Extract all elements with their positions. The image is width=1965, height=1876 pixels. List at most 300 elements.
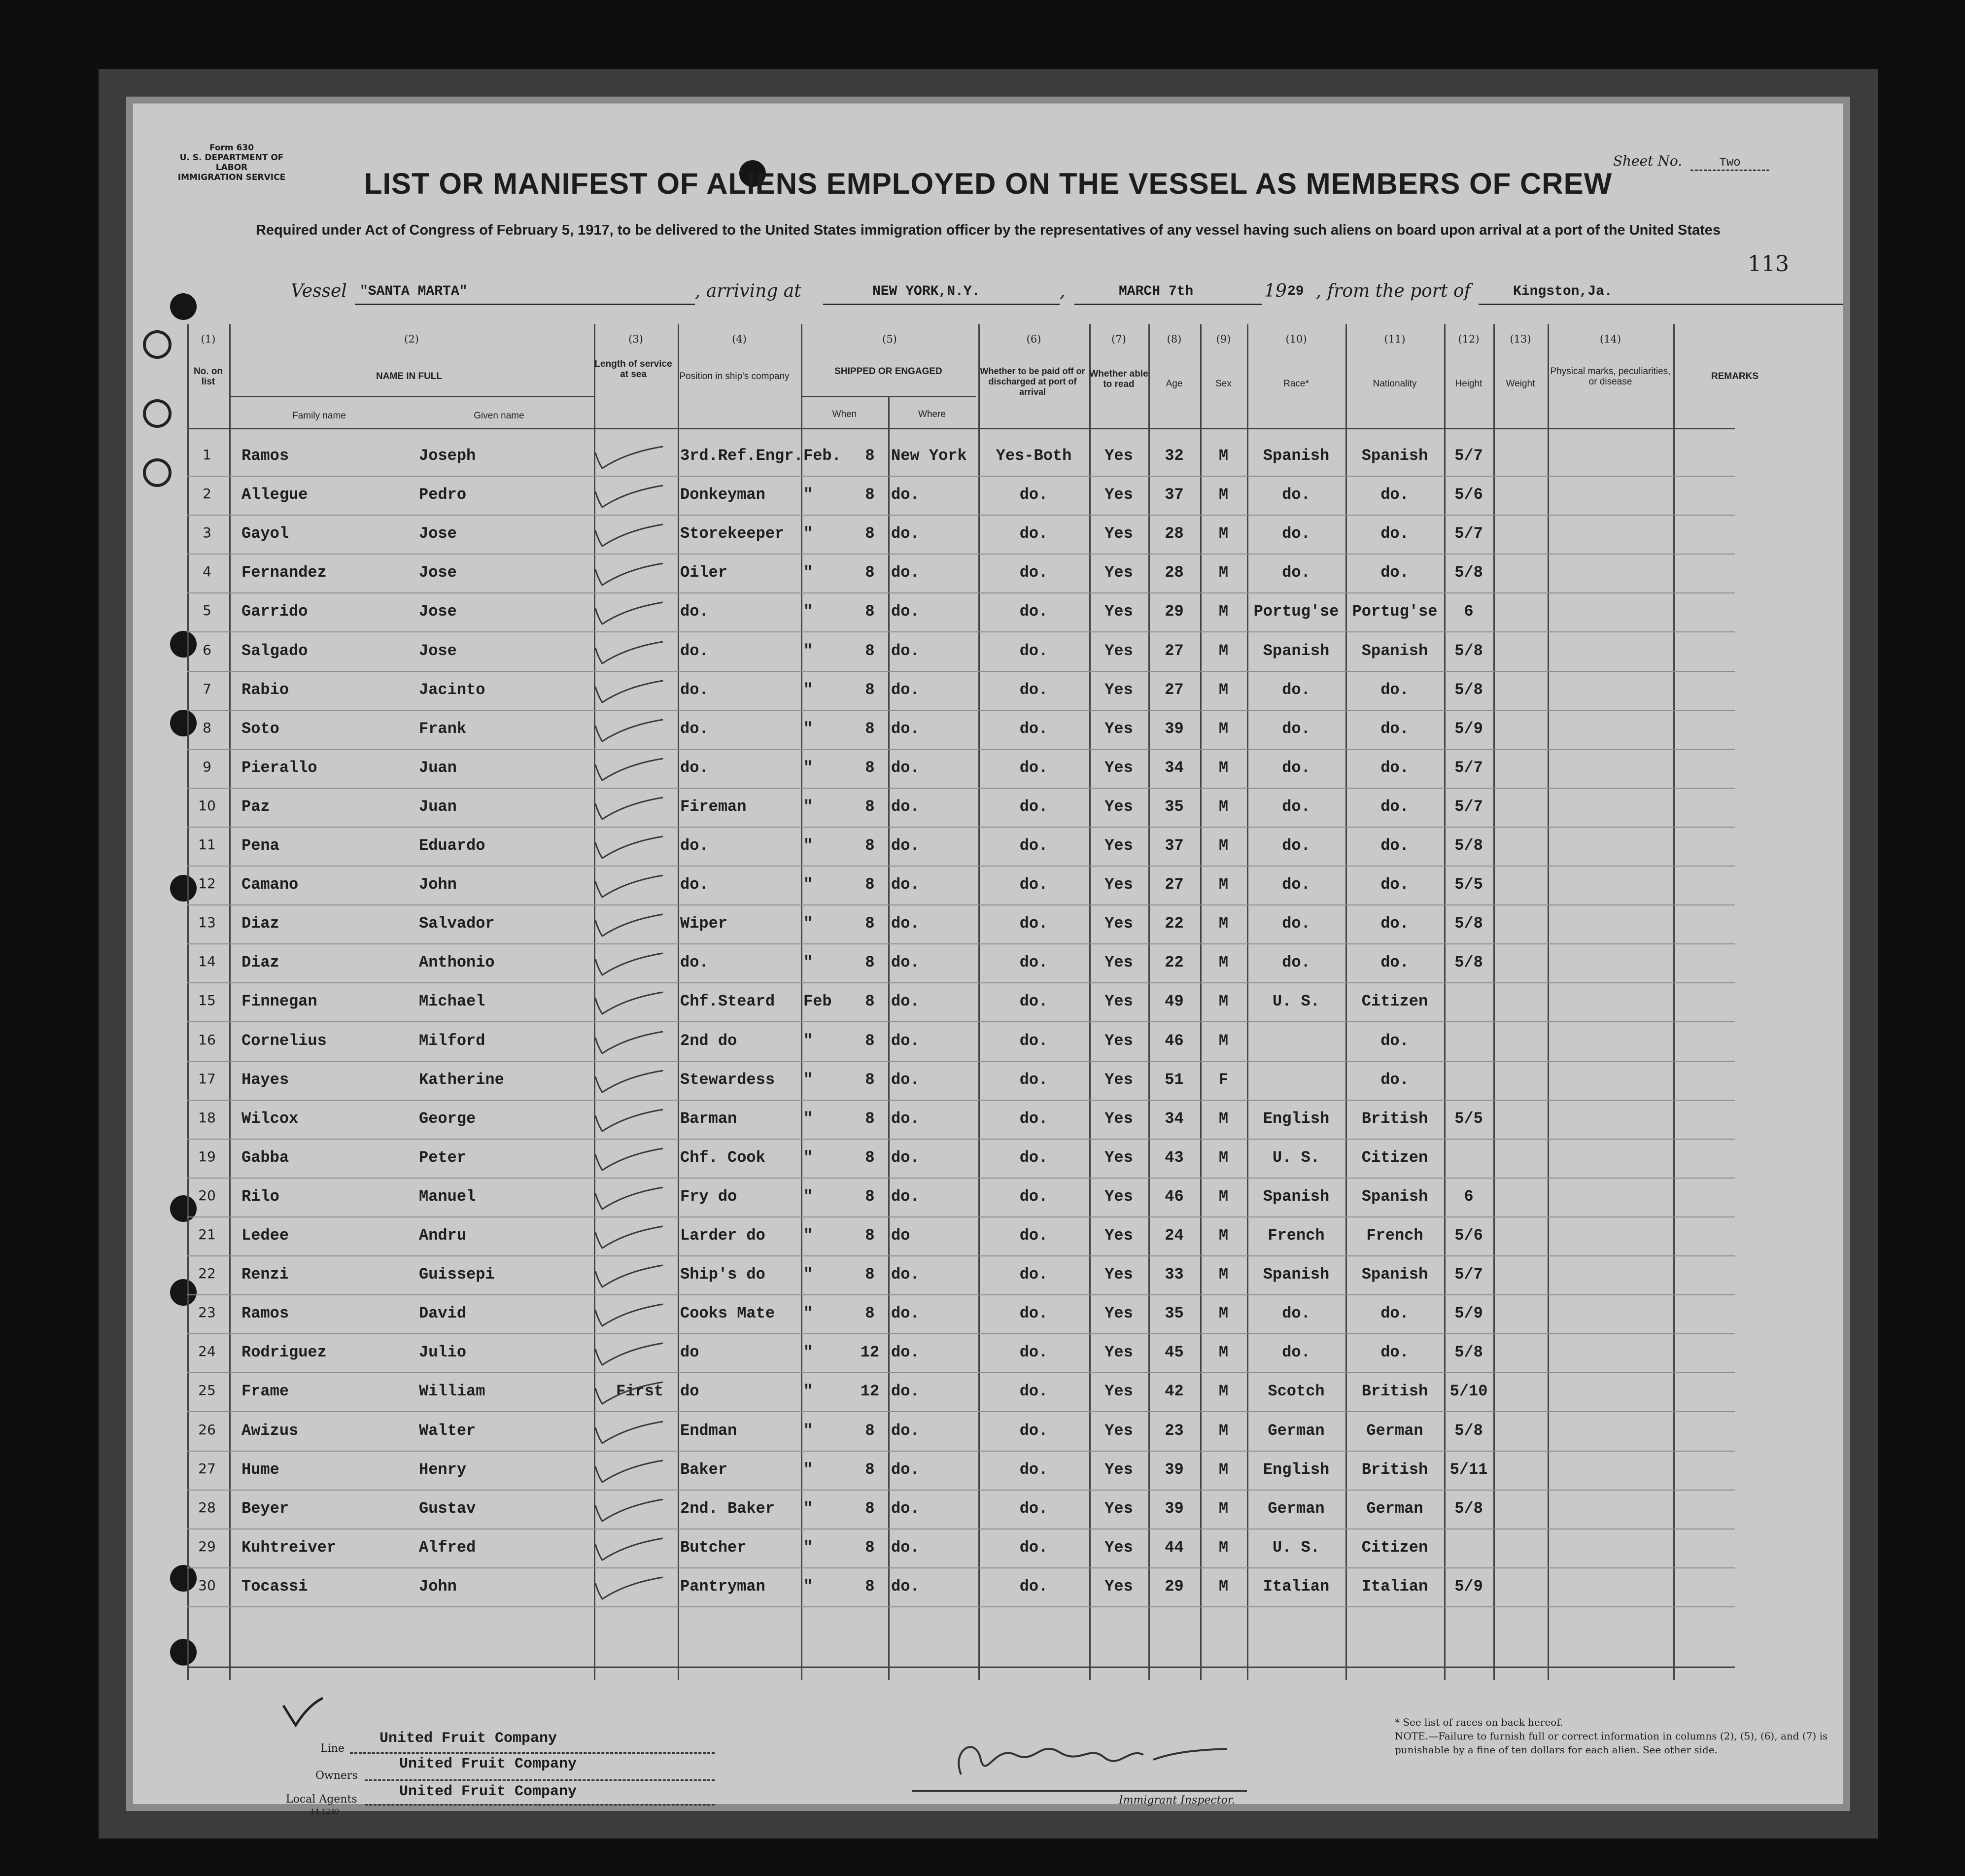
row-number: 15: [198, 992, 216, 1009]
column-number: (13): [1510, 333, 1531, 345]
height: 5/7: [1454, 1265, 1483, 1284]
column-number: (5): [882, 333, 897, 345]
given-name: Julio: [419, 1343, 467, 1362]
family-name: Hayes: [241, 1070, 289, 1089]
shipped-month: ": [803, 836, 813, 855]
row-number: 17: [198, 1070, 216, 1087]
age: 22: [1165, 914, 1184, 933]
column-number: (2): [404, 333, 419, 345]
shipped-where: do.: [891, 1187, 920, 1206]
column-number: (1): [201, 333, 216, 345]
column-number: (7): [1111, 333, 1126, 345]
race: German: [1268, 1421, 1325, 1440]
row-number: 28: [198, 1499, 216, 1516]
row-number: 22: [198, 1265, 216, 1282]
family-name: Gayol: [241, 524, 289, 543]
paid-off: do.: [1019, 524, 1048, 543]
shipped-month: ": [803, 953, 813, 972]
sex: M: [1218, 1343, 1229, 1362]
position: Endman: [680, 1421, 737, 1440]
race-footnote: * See list of races on back hereof.: [1395, 1716, 1563, 1728]
shipped-where: do.: [891, 797, 920, 816]
sex: M: [1218, 797, 1229, 816]
row-number: 27: [198, 1460, 216, 1477]
given-name: Katherine: [419, 1070, 504, 1089]
nationality: Citizen: [1361, 1538, 1428, 1557]
sex: M: [1218, 1382, 1229, 1401]
length-of-service: First: [616, 1382, 664, 1401]
able-to-read: Yes: [1104, 1031, 1133, 1050]
page-title: LIST OR MANIFEST OF ALIENS EMPLOYED ON THE VESSEL AS MEMBERS OF CREW: [364, 167, 1613, 200]
header-length-of-service: Length of service at sea: [594, 359, 672, 380]
position: do: [680, 1382, 699, 1401]
height: 5/8: [1454, 641, 1483, 660]
row-number: 5: [203, 602, 211, 619]
inspector-label: Immigrant Inspector.: [1119, 1794, 1235, 1807]
header-remarks: REMARKS: [1711, 371, 1759, 382]
height: 5/8: [1454, 680, 1483, 699]
checkmark-icon: [591, 716, 665, 745]
shipped-month: ": [803, 1070, 813, 1089]
row-number: 24: [198, 1343, 216, 1360]
header-sex: Sex: [1215, 379, 1232, 389]
able-to-read: Yes: [1104, 602, 1133, 621]
paid-off: do.: [1019, 914, 1048, 933]
height: 5/9: [1454, 719, 1483, 738]
checkmark-icon: [591, 1183, 665, 1213]
row-number: 29: [198, 1538, 216, 1555]
shipped-where: New York: [891, 447, 967, 465]
shipped-day: 8: [865, 1109, 875, 1128]
checkmark-icon: [591, 833, 665, 862]
nationality: British: [1361, 1109, 1428, 1128]
nationality: Italian: [1361, 1577, 1428, 1596]
position: do.: [680, 953, 709, 972]
row-number: 10: [198, 797, 216, 814]
shipped-day: 8: [865, 1304, 875, 1323]
position: do.: [680, 641, 709, 660]
checkmark-icon: [591, 521, 665, 550]
checkmark-icon: [591, 482, 665, 511]
given-name: Jose: [419, 641, 457, 660]
shipped-day: 8: [865, 914, 875, 933]
paid-off: do.: [1019, 1109, 1048, 1128]
sex: M: [1218, 1538, 1229, 1557]
checkmark-icon: [591, 1457, 665, 1486]
shipped-day: 8: [865, 1538, 875, 1557]
binder-ring: [143, 399, 172, 428]
column-number: (6): [1026, 333, 1041, 345]
given-name: Milford: [419, 1031, 485, 1050]
shipped-month: ": [803, 1460, 813, 1479]
family-name: Gabba: [241, 1148, 289, 1167]
family-name: Diaz: [241, 914, 279, 933]
row-number: 1: [203, 447, 211, 463]
family-name: Wilcox: [241, 1109, 299, 1128]
height: 5/11: [1449, 1460, 1488, 1479]
age: 46: [1165, 1031, 1184, 1050]
shipped-day: 8: [865, 1265, 875, 1284]
age: 23: [1165, 1421, 1184, 1440]
paid-off: do.: [1019, 680, 1048, 699]
table-row: [187, 1101, 1735, 1139]
table-row: [187, 789, 1735, 827]
sex: F: [1218, 1070, 1229, 1089]
shipped-month: ": [803, 524, 813, 543]
position: Barman: [680, 1109, 737, 1128]
checkmark-icon: [591, 988, 665, 1018]
sex: M: [1218, 914, 1229, 933]
shipped-where: do.: [891, 758, 920, 777]
position: Cooks Mate: [680, 1304, 775, 1323]
able-to-read: Yes: [1104, 836, 1133, 855]
shipped-where: do.: [891, 1460, 920, 1479]
table-row: [187, 593, 1735, 632]
given-name: Michael: [419, 992, 485, 1011]
shipped-where: do.: [891, 486, 920, 504]
given-name: Joseph: [419, 447, 476, 465]
shipped-month: ": [803, 1382, 813, 1401]
able-to-read: Yes: [1104, 447, 1133, 465]
shipped-where: do.: [891, 719, 920, 738]
row-number: 11: [198, 836, 216, 853]
race: do.: [1282, 914, 1310, 933]
nationality: British: [1361, 1460, 1428, 1479]
able-to-read: Yes: [1104, 1421, 1133, 1440]
shipped-where: do.: [891, 1343, 920, 1362]
checkmark-icon: [591, 1067, 665, 1096]
paid-off: do.: [1019, 1421, 1048, 1440]
position: do.: [680, 875, 709, 894]
table-row: [187, 983, 1735, 1022]
race: do.: [1282, 524, 1310, 543]
sex: M: [1218, 719, 1229, 738]
checkmark-icon: [591, 1222, 665, 1252]
sex: M: [1218, 486, 1229, 504]
header-race: Race*: [1283, 379, 1309, 389]
header-able-to-read: Whether able to read: [1089, 369, 1148, 389]
position: Pantryman: [680, 1577, 765, 1596]
height: 5/8: [1454, 953, 1483, 972]
checkmark-icon: [591, 677, 665, 706]
vessel-line: Vessel "SANTA MARTA" , arriving at NEW YORK,N.Y. , MARCH 7th 19 29 , from the port of Kingston,Ja.: [291, 281, 1843, 311]
arriving-label: , arriving at: [695, 281, 801, 301]
given-name: Salvador: [419, 914, 495, 933]
shipped-where: do.: [891, 1265, 920, 1284]
checkmark-icon: [591, 1378, 665, 1408]
table-row: [187, 1179, 1735, 1217]
height: 5/7: [1454, 524, 1483, 543]
sex: M: [1218, 953, 1229, 972]
nationality: do.: [1380, 486, 1409, 504]
age: 45: [1165, 1343, 1184, 1362]
shipped-day: 8: [865, 1031, 875, 1050]
shipped-where: do.: [891, 914, 920, 933]
given-name: Andru: [419, 1226, 467, 1245]
age: 49: [1165, 992, 1184, 1011]
row-number: 12: [198, 875, 216, 892]
height: 5/7: [1454, 758, 1483, 777]
position: do: [680, 1343, 699, 1362]
given-name: Jose: [419, 524, 457, 543]
nationality: Portug'se: [1352, 602, 1438, 621]
header-height: Height: [1455, 379, 1482, 389]
age: 46: [1165, 1187, 1184, 1206]
family-name: Diaz: [241, 953, 279, 972]
shipped-day: 8: [865, 1070, 875, 1089]
position: do.: [680, 758, 709, 777]
able-to-read: Yes: [1104, 758, 1133, 777]
sex: M: [1218, 1499, 1229, 1518]
arrival-date: MARCH 7th: [1119, 284, 1194, 299]
paid-off: do.: [1019, 1343, 1048, 1362]
given-name: Juan: [419, 758, 457, 777]
table-row: [187, 1295, 1735, 1334]
shipped-day: 8: [865, 797, 875, 816]
family-name: Kuhtreiver: [241, 1538, 337, 1557]
position: Butcher: [680, 1538, 747, 1557]
shipped-where: do.: [891, 1109, 920, 1128]
checkmark-icon: [591, 949, 665, 979]
sex: M: [1218, 563, 1229, 582]
table-row: [187, 750, 1735, 788]
shipped-month: ": [803, 1187, 813, 1206]
checkmark-icon: [591, 1418, 665, 1447]
header-paid-off: Whether to be paid off or discharged at port of arrival: [980, 366, 1085, 397]
shipped-where: do.: [891, 680, 920, 699]
shipped-where: do.: [891, 1070, 920, 1089]
age: 39: [1165, 719, 1184, 738]
arriving-port: NEW YORK,N.Y.: [872, 284, 980, 299]
table-row: [187, 944, 1735, 983]
able-to-read: Yes: [1104, 914, 1133, 933]
arrival-year: 29: [1287, 284, 1304, 299]
given-name: Anthonio: [419, 953, 495, 972]
crew-manifest-table: [187, 324, 1759, 1680]
sex: M: [1218, 875, 1229, 894]
race: Spanish: [1263, 1265, 1330, 1284]
table-row: [187, 1491, 1735, 1529]
header-family-name: Family name: [292, 411, 346, 421]
shipped-day: 8: [865, 447, 875, 465]
age: 28: [1165, 563, 1184, 582]
given-name: Jose: [419, 563, 457, 582]
paid-off: do.: [1019, 1226, 1048, 1245]
row-number: 4: [203, 563, 211, 580]
sex: M: [1218, 1265, 1229, 1284]
paid-off: do.: [1019, 992, 1048, 1011]
age: 24: [1165, 1226, 1184, 1245]
table-row: [187, 438, 1735, 476]
shipped-month: ": [803, 1577, 813, 1596]
nationality: do.: [1380, 875, 1409, 894]
shipped-day: 8: [865, 486, 875, 504]
nationality: Citizen: [1361, 1148, 1428, 1167]
position: Fry do: [680, 1187, 737, 1206]
nationality: do.: [1380, 914, 1409, 933]
nationality: do.: [1380, 1304, 1409, 1323]
race: do.: [1282, 875, 1310, 894]
sex: M: [1218, 1304, 1229, 1323]
line-label: Line: [320, 1742, 345, 1755]
header-shipped-or-engaged: SHIPPED OR ENGAGED: [834, 366, 942, 377]
age: 33: [1165, 1265, 1184, 1284]
able-to-read: Yes: [1104, 1304, 1133, 1323]
position: Wiper: [680, 914, 728, 933]
height: 5/6: [1454, 486, 1483, 504]
height: 5/8: [1454, 836, 1483, 855]
given-name: Henry: [419, 1460, 467, 1479]
column-number: (9): [1216, 333, 1231, 345]
given-name: Frank: [419, 719, 467, 738]
table-row: [187, 1140, 1735, 1178]
shipped-month: ": [803, 1031, 813, 1050]
table-row: [187, 905, 1735, 944]
checkmark-icon: [281, 1696, 325, 1730]
age: 29: [1165, 602, 1184, 621]
table-row: [187, 1217, 1735, 1256]
checkmark-icon: [591, 1106, 665, 1135]
race: U. S.: [1272, 1538, 1320, 1557]
sex: M: [1218, 641, 1229, 660]
race: do.: [1282, 797, 1310, 816]
department-name: U. S. DEPARTMENT OF LABOR: [179, 153, 284, 173]
shipped-day: 8: [865, 953, 875, 972]
from-label: , from the port of: [1316, 281, 1471, 301]
family-name: Allegue: [241, 486, 308, 504]
table-row: [187, 1373, 1735, 1412]
family-name: Ramos: [241, 447, 289, 465]
checkmark-icon: [591, 598, 665, 628]
sex: M: [1218, 1421, 1229, 1440]
family-name: Hume: [241, 1460, 279, 1479]
shipped-month: ": [803, 1421, 813, 1440]
height: 5/5: [1454, 875, 1483, 894]
position: 3rd.Ref.Engr.: [680, 447, 803, 465]
family-name: Tocassi: [241, 1577, 308, 1596]
shipped-where: do.: [891, 1421, 920, 1440]
paid-off: do.: [1019, 486, 1048, 504]
header-weight: Weight: [1506, 379, 1535, 389]
age: 51: [1165, 1070, 1184, 1089]
able-to-read: Yes: [1104, 1382, 1133, 1401]
family-name: Ramos: [241, 1304, 289, 1323]
race: English: [1263, 1109, 1330, 1128]
paid-off: do.: [1019, 1577, 1048, 1596]
family-name: Beyer: [241, 1499, 289, 1518]
family-name: Camano: [241, 875, 299, 894]
checkmark-icon: [591, 1534, 665, 1564]
table-row: [187, 1529, 1735, 1568]
given-name: John: [419, 875, 457, 894]
able-to-read: Yes: [1104, 1538, 1133, 1557]
shipped-where: do.: [891, 875, 920, 894]
able-to-read: Yes: [1104, 1187, 1133, 1206]
column-number: (11): [1384, 333, 1406, 345]
height: 5/8: [1454, 563, 1483, 582]
header-physical-marks: Physical marks, peculiarities, or disease: [1550, 366, 1671, 387]
position: 2nd. Baker: [680, 1499, 775, 1518]
able-to-read: Yes: [1104, 641, 1133, 660]
shipped-day: 8: [865, 1577, 875, 1596]
family-name: Soto: [241, 719, 279, 738]
column-number: (14): [1599, 333, 1621, 345]
manifest-sheet: [133, 104, 1843, 1816]
position: Donkeyman: [680, 486, 765, 504]
table-row: [187, 477, 1735, 515]
checkmark-icon: [591, 755, 665, 784]
table-row: [187, 1256, 1735, 1295]
given-name: Gustav: [419, 1499, 476, 1518]
shipped-where: do.: [891, 1499, 920, 1518]
nationality: Spanish: [1361, 1187, 1428, 1206]
able-to-read: Yes: [1104, 719, 1133, 738]
age: 32: [1165, 447, 1184, 465]
race: do.: [1282, 719, 1310, 738]
shipped-day: 8: [865, 875, 875, 894]
height: 6: [1464, 1187, 1474, 1206]
height: 5/8: [1454, 914, 1483, 933]
nationality: do.: [1380, 836, 1409, 855]
owners-label: Owners: [315, 1770, 358, 1782]
paid-off: do.: [1019, 563, 1048, 582]
nationality: do.: [1380, 680, 1409, 699]
race: do.: [1282, 486, 1310, 504]
able-to-read: Yes: [1104, 1148, 1133, 1167]
given-name: Alfred: [419, 1538, 476, 1557]
family-name: Awizus: [241, 1421, 299, 1440]
sex: M: [1218, 1148, 1229, 1167]
paid-off: Yes-Both: [996, 447, 1072, 465]
shipped-month: Feb: [803, 992, 832, 1011]
sex: M: [1218, 1109, 1229, 1128]
family-name: Frame: [241, 1382, 289, 1401]
given-name: Pedro: [419, 486, 467, 504]
paid-off: do.: [1019, 1460, 1048, 1479]
paid-off: do.: [1019, 1499, 1048, 1518]
age: 35: [1165, 797, 1184, 816]
sex: M: [1218, 1460, 1229, 1479]
nationality: British: [1361, 1382, 1428, 1401]
paid-off: do.: [1019, 1382, 1048, 1401]
shipped-day: 12: [860, 1382, 880, 1401]
table-row: [187, 711, 1735, 749]
age: 27: [1165, 680, 1184, 699]
age: 37: [1165, 836, 1184, 855]
given-name: Guissepi: [419, 1265, 495, 1284]
paid-off: do.: [1019, 1070, 1048, 1089]
shipped-month: ": [803, 1343, 813, 1362]
sex: M: [1218, 602, 1229, 621]
header-given-name: Given name: [474, 411, 524, 421]
able-to-read: Yes: [1104, 1265, 1133, 1284]
given-name: Jacinto: [419, 680, 485, 699]
height: 5/7: [1454, 797, 1483, 816]
row-number: 18: [198, 1109, 216, 1126]
table-row: [187, 555, 1735, 593]
page-subtitle: Required under Act of Congress of February 5, 1917, to be delivered to the United States immigration officer by the representatives of any vessel having such aliens on board upon arrival at a port of the United States: [255, 222, 1721, 238]
shipped-where: do: [891, 1226, 910, 1245]
header-name-in-full: NAME IN FULL: [376, 371, 443, 382]
table-row: [187, 1452, 1735, 1490]
header-nationality: Nationality: [1373, 379, 1417, 389]
position: Larder do: [680, 1226, 765, 1245]
shipped-day: 8: [865, 563, 875, 582]
position: Storekeeper: [680, 524, 785, 543]
table-row: [187, 1568, 1735, 1607]
given-name: Manuel: [419, 1187, 476, 1206]
able-to-read: Yes: [1104, 875, 1133, 894]
